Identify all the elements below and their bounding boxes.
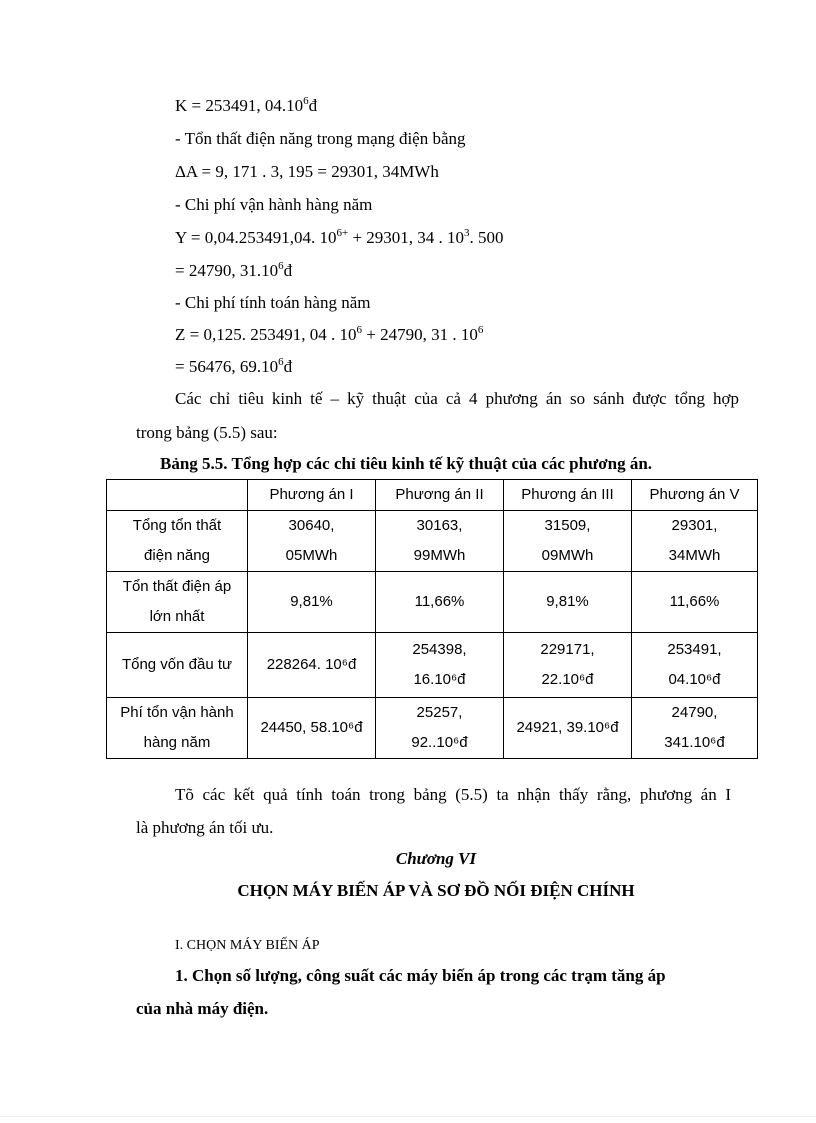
table-cell: 9,81% [248, 572, 376, 633]
table-cell: 29301, 34MWh [632, 511, 758, 572]
table-cell: 30640, 05MWh [248, 511, 376, 572]
table-row [107, 511, 758, 572]
intro-paragraph-line2: trong bảng (5.5) sau: [136, 423, 278, 442]
conclusion-line1: Tõ các kết quả tính toán trong bảng (5.5) ta nhận thấy rằng, phương án I [175, 785, 731, 804]
table-row [107, 572, 758, 633]
row-label: Tổn thất điện áp lớn nhất [107, 572, 248, 633]
row-label: Tổng tổn thất điện năng [107, 511, 248, 572]
y-formula: Y = 0,04.253491,04. $10^{6+} + 29301$, 34 . $10^3$. 500 [175, 227, 504, 247]
table-header-cell: Phương án V [632, 480, 758, 511]
conclusion-line2: là phương án tối ưu. [136, 818, 274, 837]
table-cell: 11,66% [632, 572, 758, 633]
energy-loss-heading: - Tổn thất điện năng trong mạng điện bằng [175, 129, 466, 148]
table-cell: 11,66% [376, 572, 504, 633]
comparison-table [106, 479, 758, 759]
table-cell: 253491, 04.10⁶đ [632, 633, 758, 698]
table-cell: 24921, 39.10⁶đ [504, 698, 632, 759]
table-header-cell: Phương án I [248, 480, 376, 511]
row-label: Phí tổn vận hành hàng năm [107, 698, 248, 759]
table-header-row [107, 480, 758, 511]
intro-paragraph-line1: Các chỉ tiêu kinh tế – kỹ thuật của cả 4 phương án so sánh được tổng hợp [175, 389, 739, 408]
table-cell: 30163, 99MWh [376, 511, 504, 572]
table-cell: 228264. 10⁶đ [248, 633, 376, 698]
table-cell: 24450, 58.10⁶đ [248, 698, 376, 759]
table-cell: 9,81% [504, 572, 632, 633]
capital-cost-formula: K = 253491, 04.10$^6$đ [175, 95, 318, 115]
row-label: Tổng vốn đầu tư [107, 633, 248, 698]
z-formula: Z = 0,125. 253491, 04 . $10^6 + 24790$, 31 . $10^6$ [175, 324, 484, 344]
z-result: = 56476, 69.10$^6$đ [175, 356, 293, 376]
page-bottom-divider [0, 1116, 816, 1117]
table-cell: 24790, 341.10⁶đ [632, 698, 758, 759]
table-row [107, 698, 758, 759]
delta-a-formula: ΔA = 9, 171 . 3, 195 = 29301, 34MWh [175, 162, 439, 181]
table-cell: 25257, 92..10⁶đ [376, 698, 504, 759]
calculated-cost-heading: - Chi phí tính toán hàng năm [175, 293, 371, 312]
chapter-title: CHỌN MÁY BIẾN ÁP VÀ SƠ ĐỒ NỐI ĐIỆN CHÍNH [237, 881, 635, 900]
table-header-cell: Phương án II [376, 480, 504, 511]
table-cell: 254398, 16.10⁶đ [376, 633, 504, 698]
table-cell: 31509, 09MWh [504, 511, 632, 572]
operating-cost-heading: - Chi phí vận hành hàng năm [175, 195, 373, 214]
chapter-label: Chương VI [395, 849, 477, 868]
table-cell: 229171, 22.10⁶đ [504, 633, 632, 698]
y-result: = 24790, 31.10$^6$đ [175, 260, 293, 280]
subsection-line1: 1. Chọn số lượng, công suất các máy biến áp trong các trạm tăng áp [175, 966, 666, 985]
table-row [107, 633, 758, 698]
section-title: I. CHỌN MÁY BIẾN ÁP [175, 938, 320, 953]
subsection-line2: của nhà máy điện. [136, 999, 269, 1018]
table-caption: Bảng 5.5. Tổng hợp các chỉ tiêu kinh tế kỹ thuật của các phương án. [160, 454, 653, 473]
table-header-cell [107, 480, 248, 511]
table-header-cell: Phương án III [504, 480, 632, 511]
